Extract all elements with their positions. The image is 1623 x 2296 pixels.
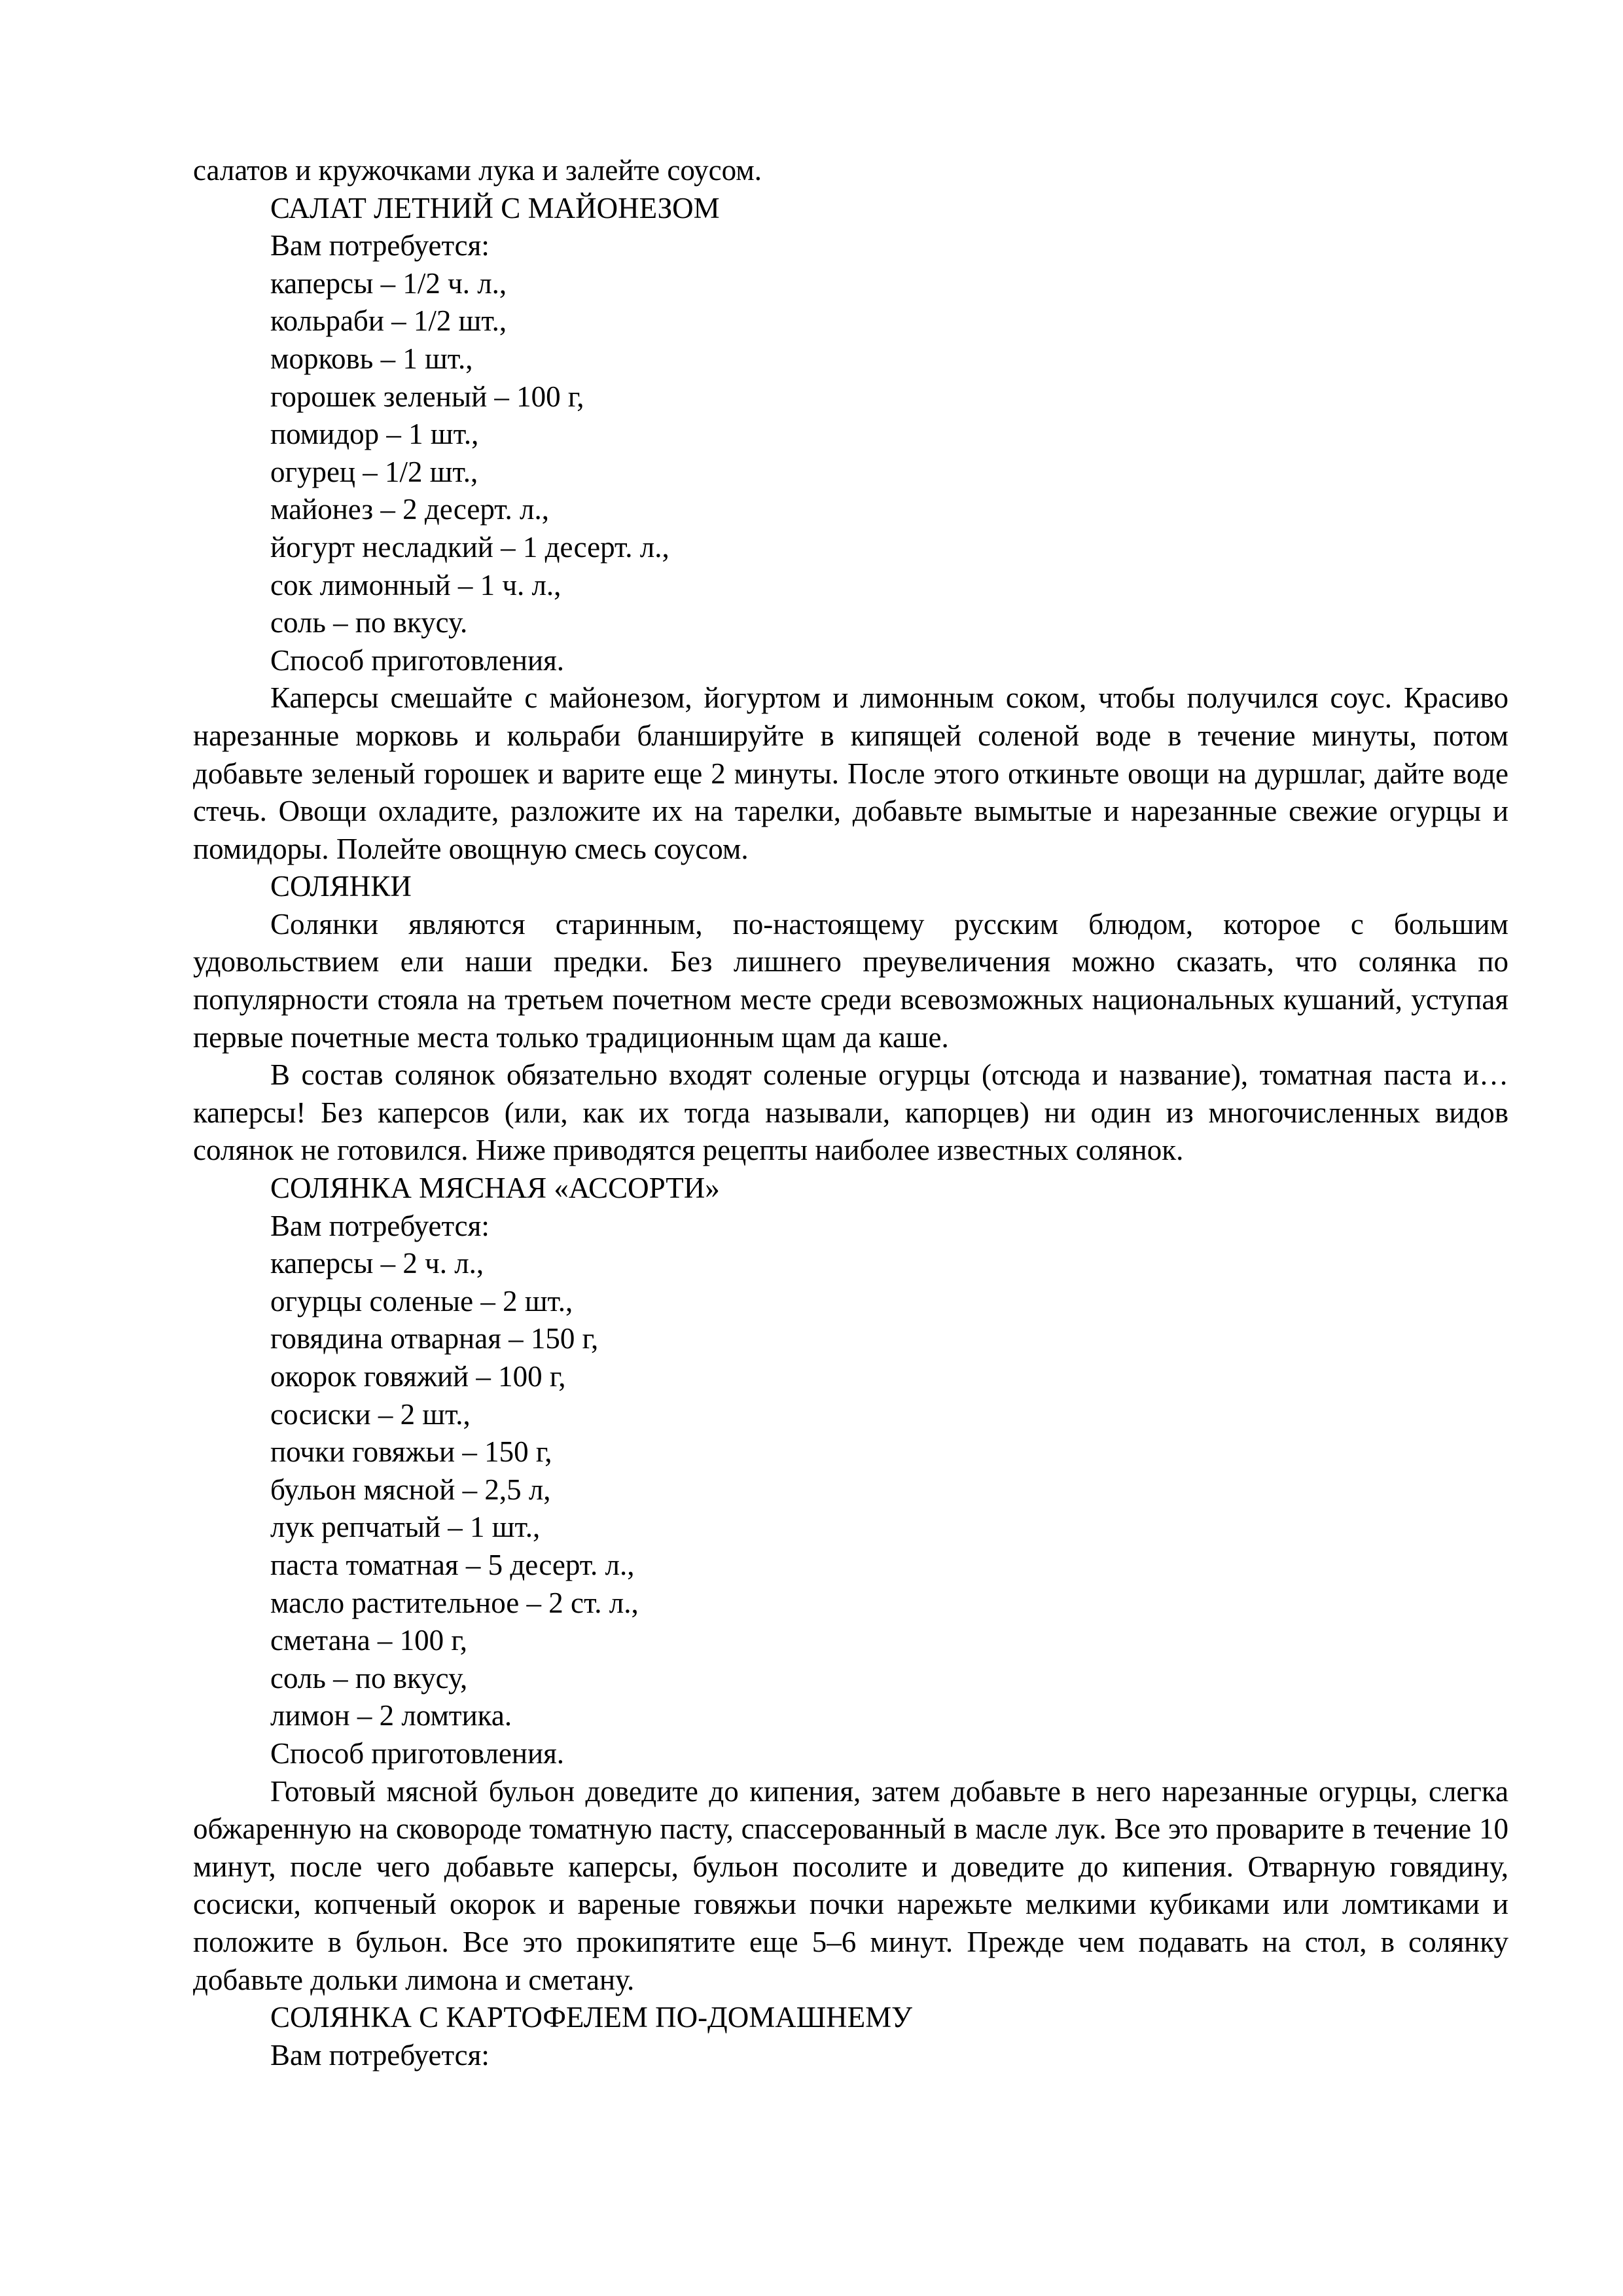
recipe-title-meat-solyanka: СОЛЯНКА МЯСНАЯ «АССОРТИ» [270,1172,720,1205]
ingredient-item: бульон мясной – 2,5 л, [270,1473,551,1506]
ingredient-item: лимон – 2 ломтика. [270,1699,512,1732]
ingredient-item: кольраби – 1/2 шт., [270,304,507,338]
ingredient-item: говядина отварная – 150 г, [270,1322,599,1355]
ingredient-item: каперсы – 1/2 ч. л., [270,266,507,300]
method-label: Способ приготовления. [270,643,565,677]
needs-label: Вам потребуется: [270,229,490,262]
method-paragraph: Каперсы смешайте с майонезом, йогуртом и лимонным соком, чтобы получился соус. Красиво нарезанные морковь и кольраби бланшируйте в кипящей соленой воде в течение минуты, потом добавьте зеленый горошек и варите еще 2 минуты. После этого откиньте овощи на дуршлаг, дайте воде стечь. Овощи охладите, разложите их на тарелки, добавьте вымытые и нарезанные свежие огурцы и помидоры. Полейте овощную смесь соусом. [193,681,1508,865]
body-paragraph: Солянки являются старинным, по-настоящему русским блюдом, которое с большим удовольствием ели наши предки. Без лишнего преувеличения можно сказать, что солянка по популярности стояла на третьем почетном месте среди всевозможных национальных кушаний, уступая первые почетные места только традиционным щам да каше. [193,907,1508,1054]
continuation-text: салатов и кружочками лука и залейте соусом. [193,154,762,187]
ingredient-item: горошек зеленый – 100 г, [270,380,584,413]
ingredient-item: йогурт несладкий – 1 десерт. л., [270,530,669,564]
document-page [193,152,1508,2074]
ingredient-item: морковь – 1 шт., [270,342,473,375]
ingredient-item: майонез – 2 десерт. л., [270,493,549,526]
ingredient-item: сосиски – 2 шт., [270,1397,471,1431]
ingredient-item: сок лимонный – 1 ч. л., [270,568,562,601]
ingredient-item: лук репчатый – 1 шт., [270,1511,541,1544]
method-label: Способ приготовления. [270,1736,565,1770]
ingredient-item: огурец – 1/2 шт., [270,455,478,488]
ingredient-item: соль – по вкусу, [270,1661,468,1695]
ingredient-item: масло растительное – 2 ст. л., [270,1586,639,1619]
section-title-solyanki: СОЛЯНКИ [270,870,412,903]
ingredient-item: помидор – 1 шт., [270,418,479,451]
ingredient-item: огурцы соленые – 2 шт., [270,1284,573,1318]
recipe-title-summer-salad: САЛАТ ЛЕТНИЙ С МАЙОНЕЗОМ [270,191,720,224]
ingredient-item: почки говяжьи – 150 г, [270,1435,552,1469]
ingredient-item: каперсы – 2 ч. л., [270,1247,484,1280]
body-paragraph: В состав солянок обязательно входят соленые огурцы (отсюда и название), томатная паста и… каперсы! Без каперсов (или, как их тогда называли, капорцев) ни один из многочисленных видов солянок не готовился. Ниже приводятся рецепты наиболее известных солянок. [193,1058,1508,1167]
ingredient-item: паста томатная – 5 десерт. л., [270,1548,635,1581]
ingredient-item: окорок говяжий – 100 г, [270,1360,566,1393]
needs-label: Вам потребуется: [270,1209,490,1242]
recipe-title-potato-solyanka: СОЛЯНКА С КАРТОФЕЛЕМ ПО-ДОМАШНЕМУ [270,2001,913,2034]
ingredient-item: сметана – 100 г, [270,1624,468,1657]
ingredient-item: соль – по вкусу. [270,606,468,639]
method-paragraph: Готовый мясной бульон доведите до кипения, затем добавьте в него нарезанные огурцы, слегка обжаренную на сковороде томатную пасту, спассерованный в масле лук. Все это проварите в течение 10 минут, после чего добавьте каперсы, бульон посолите и доведите до кипения. Отварную говядину, сосиски, копченый окорок и вареные говяжьи почки нарежьте мелкими кубиками или ломтиками и положите в бульон. Все это прокипятите еще 5–6 минут. Прежде чем подавать на стол, в солянку добавьте дольки лимона и сметану. [193,1774,1508,1996]
needs-label: Вам потребуется: [270,2038,490,2072]
